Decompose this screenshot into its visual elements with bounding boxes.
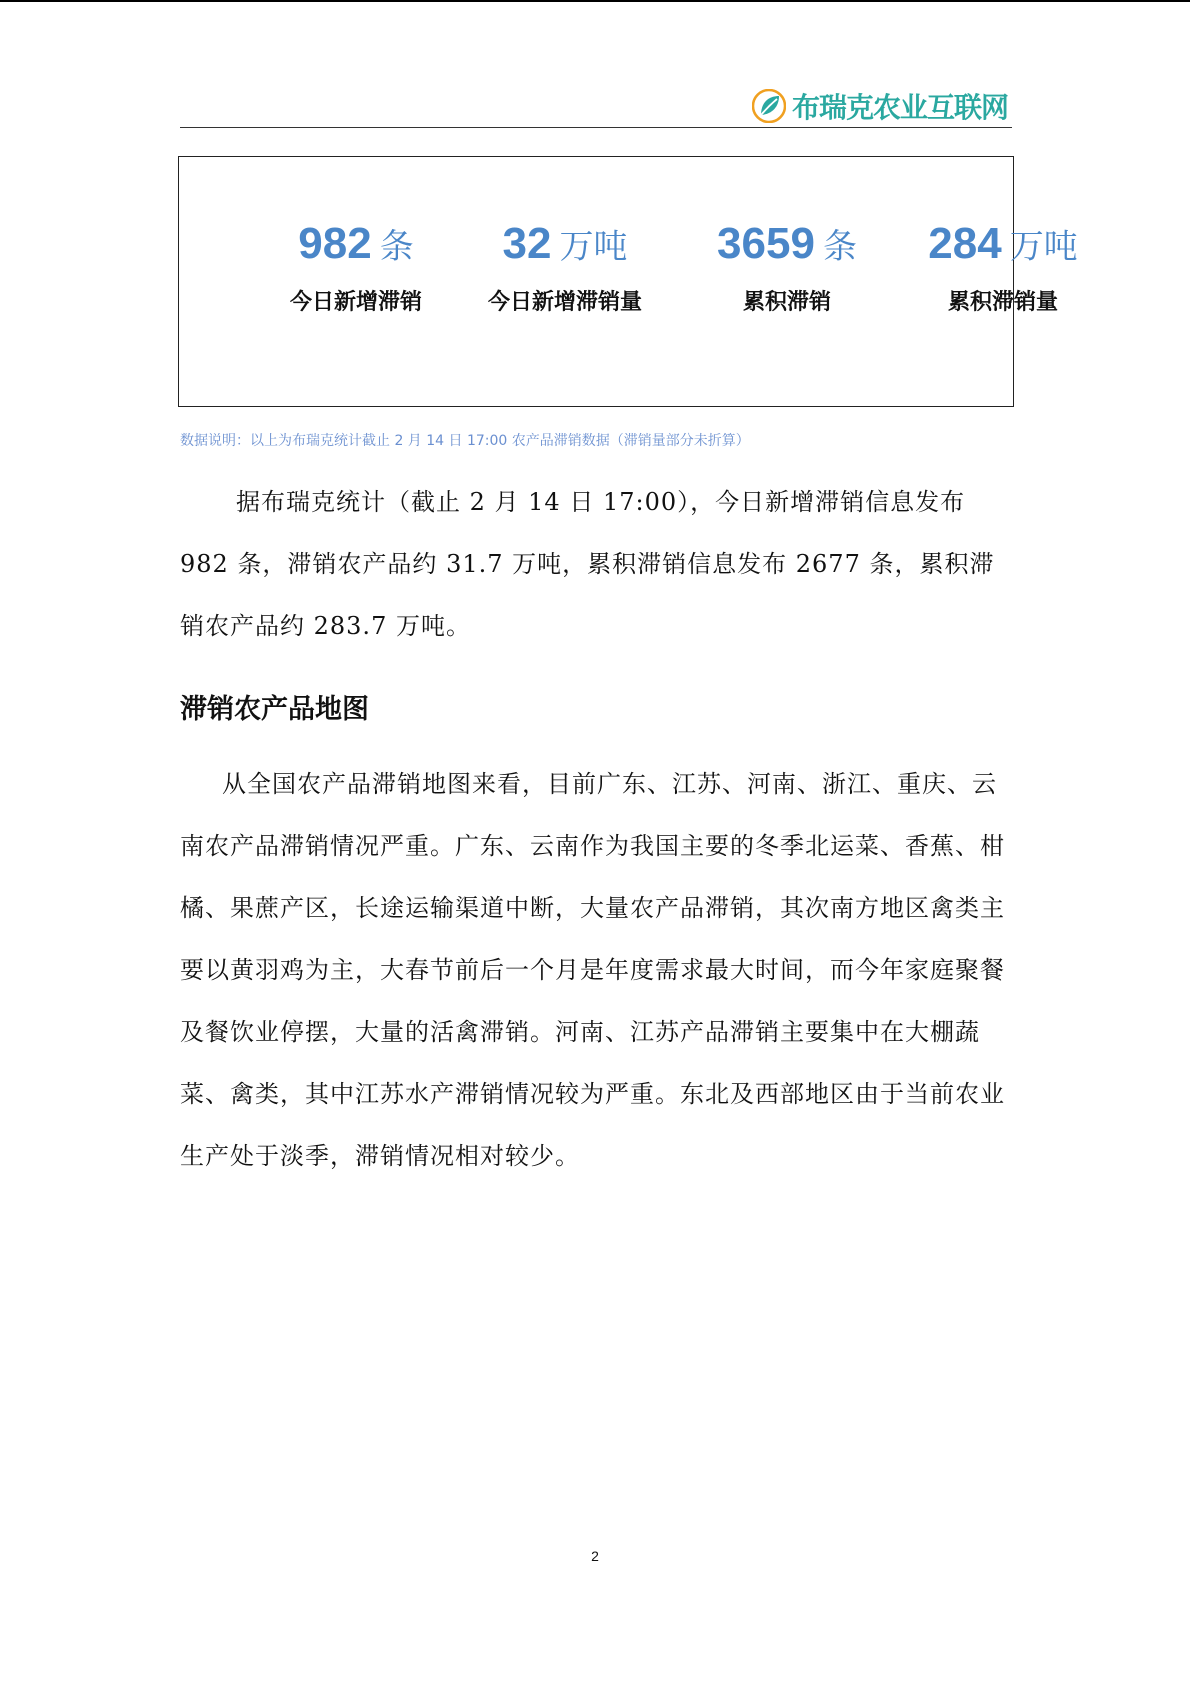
intro-paragraph: 据布瑞克统计（截止 2 月 14 日 17:00），今日新增滞销信息发布 982 条，滞销农产品约 31.7 万吨，累积滞销信息发布 2677 条，累积滞销农产品约 283.7 万吨。	[180, 488, 995, 640]
stat-number: 3659	[717, 219, 815, 268]
map-paragraph: 从全国农产品滞销地图来看，目前广东、江苏、河南、浙江、重庆、云南农产品滞销情况严重。广东、云南作为我国主要的冬季北运菜、香蕉、柑橘、果蔗产区，长途运输渠道中断，大量农产品滞销，其次南方地区禽类主要以黄羽鸡为主，大春节前后一个月是年度需求最大时间，而今年家庭聚餐及餐饮业停摆，大量的活禽滞销。河南、江苏产品滞销主要集中在大棚蔬菜、禽类，其中江苏水产滞销情况较为严重。东北及西部地区由于当前农业生产处于淡季，滞销情况相对较少。	[180, 770, 1005, 1170]
stat-value	[687, 219, 887, 271]
stat-label: 今日新增滞销	[289, 290, 422, 315]
stat-new-volume	[465, 219, 665, 316]
stat-number: 284	[928, 219, 1002, 268]
stat-value	[256, 219, 456, 271]
section-heading: 滞销农产品地图	[180, 694, 369, 725]
stats-panel	[178, 156, 1078, 407]
stat-number: 32	[502, 219, 552, 268]
stat-unit: 万吨	[559, 227, 628, 267]
stat-total-volume	[903, 219, 1103, 316]
data-note: 数据说明：以上为布瑞克统计截止 2 月 14 日 17:00 农产品滞销数据（滞销量部分未折算）	[180, 433, 750, 449]
stat-value	[903, 219, 1103, 271]
stat-value	[465, 219, 665, 271]
top-border	[0, 0, 1190, 2]
stat-number: 982	[298, 219, 372, 268]
page-number: 2	[591, 1548, 599, 1564]
stat-unit: 条	[822, 227, 857, 267]
stat-label: 累积滞销	[742, 290, 831, 315]
leaf-logo-icon	[752, 89, 786, 123]
logo	[752, 86, 1008, 126]
stat-label: 累积滞销量	[947, 290, 1058, 315]
logo-text: 布瑞克农业互联网	[792, 91, 1009, 124]
stat-total-listings	[687, 219, 887, 316]
header-divider	[180, 127, 1012, 128]
stat-unit: 万吨	[1009, 227, 1078, 267]
stat-unit: 条	[379, 227, 414, 267]
stat-label: 今日新增滞销量	[487, 290, 642, 315]
stat-new-listings	[256, 219, 456, 316]
